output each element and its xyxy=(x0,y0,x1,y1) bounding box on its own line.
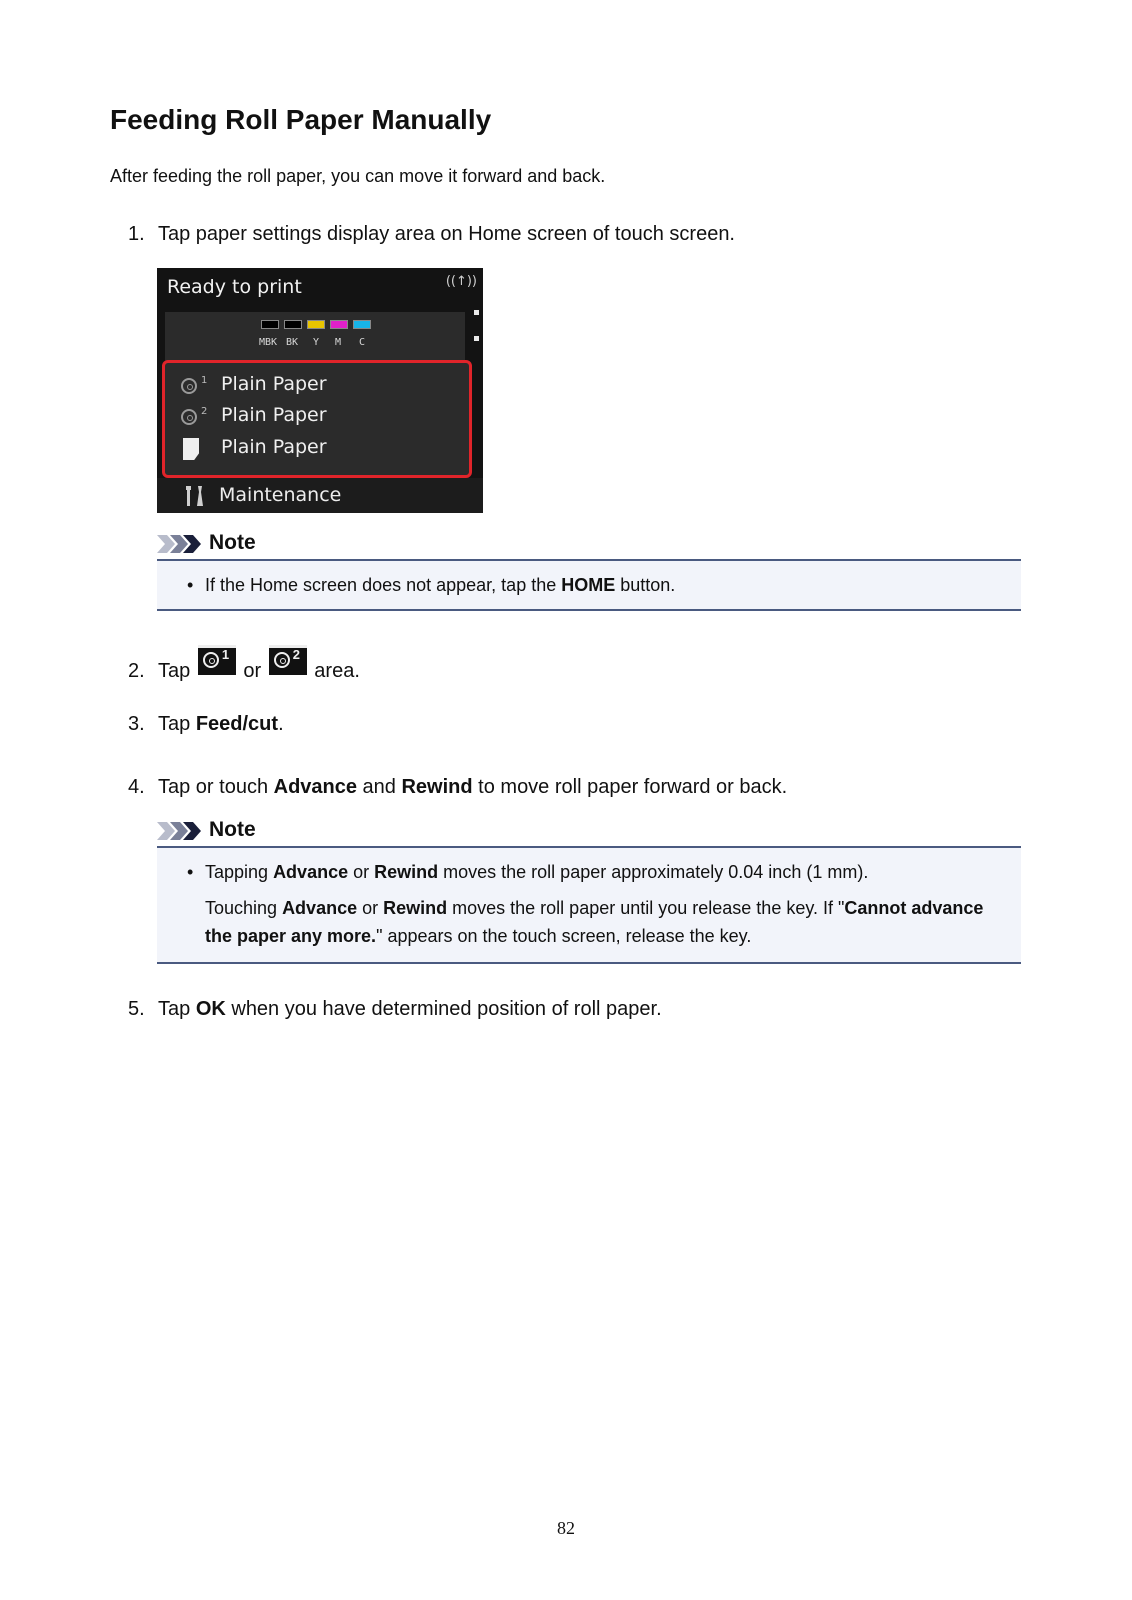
note-text-line-2: Touching Advance or Rewind moves the roll paper until you release the key. If "Cannot advance the paper any more." appears on the touch screen, release the key. xyxy=(205,898,984,946)
step-text: Tap paper settings display area on Home screen of touch screen. xyxy=(158,223,735,245)
step-4: 4. Tap or touch Advance and Rewind to move roll paper forward or back. xyxy=(128,776,788,798)
step-5: 5. Tap OK when you have determined position of roll paper. xyxy=(128,998,662,1020)
roll-2-icon: 2 xyxy=(269,645,307,675)
roll-1-icon: 1 xyxy=(198,645,236,675)
note-header xyxy=(157,531,1021,559)
ink-level-panel xyxy=(165,312,465,362)
tools-icon xyxy=(183,484,207,508)
status-text: Ready to print xyxy=(167,276,302,298)
step-1 xyxy=(128,223,735,246)
bullet: • xyxy=(187,575,194,595)
step-number: 2. xyxy=(128,660,145,682)
step-number: 3. xyxy=(128,713,145,735)
note-box-2 xyxy=(157,818,1021,964)
bullet: • xyxy=(187,862,194,882)
roll-1-icon: 1 xyxy=(181,375,211,397)
ink-label-y: Y xyxy=(313,337,320,348)
note-header xyxy=(157,818,1021,846)
step-number: 4. xyxy=(128,776,145,798)
note-box-1 xyxy=(157,531,1021,611)
page-title: Feeding Roll Paper Manually xyxy=(110,104,492,135)
note-label: Note xyxy=(209,531,256,554)
paper-type-label: Plain Paper xyxy=(221,373,327,395)
ink-label-mbk: MBK xyxy=(259,337,278,348)
scroll-indicator xyxy=(474,336,479,341)
ink-tank-y xyxy=(307,320,325,329)
ink-label-bk: BK xyxy=(286,337,299,348)
paper-type-label: Plain Paper xyxy=(221,404,327,426)
paper-type-label: Plain Paper xyxy=(221,436,327,458)
note-label: Note xyxy=(209,818,256,841)
ink-tank-m xyxy=(330,320,348,329)
ink-tank-mbk xyxy=(261,320,279,329)
note-chevron-icon xyxy=(157,535,203,553)
paper-settings-area[interactable] xyxy=(162,360,472,478)
note-body xyxy=(157,559,1021,611)
scroll-indicator xyxy=(474,310,479,315)
paper-row-sheet[interactable] xyxy=(181,436,461,462)
note-chevron-icon xyxy=(157,822,203,840)
note-body xyxy=(157,846,1021,964)
roll-2-icon: 2 xyxy=(181,406,211,428)
note-text-line-1: Tapping Advance or Rewind moves the roll paper approximately 0.04 inch (1 mm). xyxy=(205,862,869,882)
ink-tank-c xyxy=(353,320,371,329)
sheet-icon xyxy=(181,438,211,460)
touch-screen-illustration xyxy=(157,268,483,513)
intro-text: After feeding the roll paper, you can move it forward and back. xyxy=(110,166,606,186)
note-text: If the Home screen does not appear, tap the HOME button. xyxy=(205,575,676,595)
step-number: 5. xyxy=(128,998,145,1020)
maintenance-item[interactable] xyxy=(157,478,483,513)
page-number: 82 xyxy=(557,1518,575,1538)
ink-label-m: M xyxy=(335,337,342,348)
step-3: 3. Tap Feed/cut. xyxy=(128,713,284,735)
ink-tank-bk xyxy=(284,320,302,329)
step-number: 1. xyxy=(128,223,145,245)
ink-label-c: C xyxy=(359,337,366,348)
wireless-icon: ((↑)) xyxy=(445,274,477,289)
maintenance-label: Maintenance xyxy=(219,484,342,506)
paper-row-roll-1[interactable] xyxy=(181,373,461,399)
paper-row-roll-2[interactable] xyxy=(181,404,461,430)
step-2: 2. Tap 1 or 2 area. xyxy=(128,647,360,682)
